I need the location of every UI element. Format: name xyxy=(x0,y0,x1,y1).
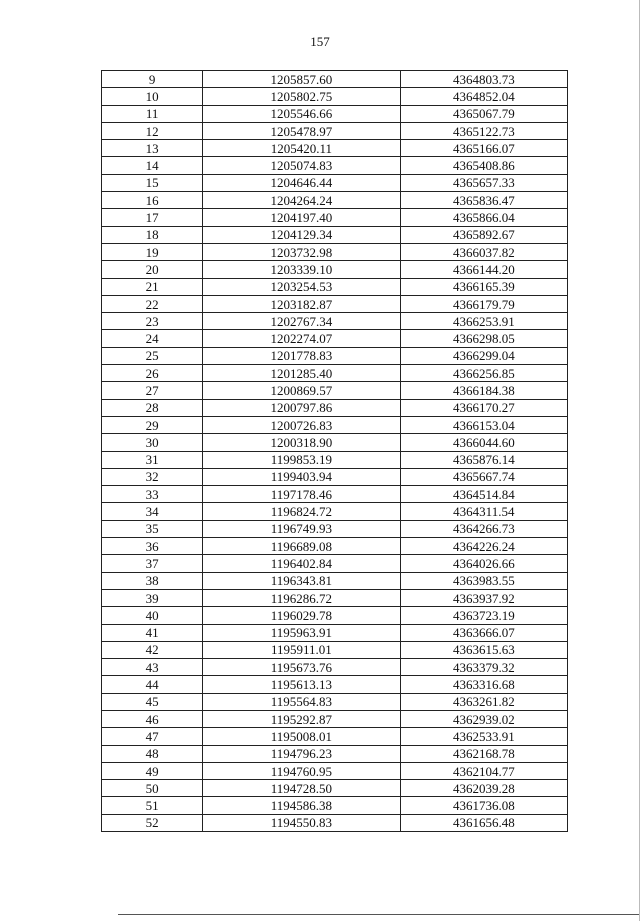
table-row xyxy=(102,745,568,762)
x-coordinate-cell: 1196029.78 xyxy=(203,607,400,624)
table-row xyxy=(102,365,568,382)
x-coordinate-cell: 1196286.72 xyxy=(203,589,400,606)
x-coordinate-cell: 1200318.90 xyxy=(203,434,400,451)
y-coordinate-cell: 4362533.91 xyxy=(400,728,567,745)
x-coordinate-cell: 1205420.11 xyxy=(203,140,400,157)
x-coordinate-cell: 1204264.24 xyxy=(203,192,400,209)
table-row xyxy=(102,105,568,122)
x-coordinate-cell: 1205802.75 xyxy=(203,88,400,105)
point-number-cell: 22 xyxy=(102,295,203,312)
table-row xyxy=(102,88,568,105)
y-coordinate-cell: 4366044.60 xyxy=(400,434,567,451)
table-row xyxy=(102,503,568,520)
table-row xyxy=(102,520,568,537)
point-number-cell: 12 xyxy=(102,122,203,139)
x-coordinate-cell: 1195911.01 xyxy=(203,641,400,658)
table-row xyxy=(102,486,568,503)
point-number-cell: 18 xyxy=(102,226,203,243)
point-number-cell: 17 xyxy=(102,209,203,226)
x-coordinate-cell: 1197178.46 xyxy=(203,486,400,503)
y-coordinate-cell: 4366253.91 xyxy=(400,313,567,330)
point-number-cell: 40 xyxy=(102,607,203,624)
point-number-cell: 44 xyxy=(102,676,203,693)
point-number-cell: 15 xyxy=(102,174,203,191)
point-number-cell: 21 xyxy=(102,278,203,295)
y-coordinate-cell: 4365122.73 xyxy=(400,122,567,139)
x-coordinate-cell: 1196689.08 xyxy=(203,538,400,555)
table-row xyxy=(102,676,568,693)
point-number-cell: 30 xyxy=(102,434,203,451)
table-row xyxy=(102,416,568,433)
point-number-cell: 32 xyxy=(102,468,203,485)
point-number-cell: 26 xyxy=(102,365,203,382)
x-coordinate-cell: 1199403.94 xyxy=(203,468,400,485)
table-row xyxy=(102,174,568,191)
y-coordinate-cell: 4363983.55 xyxy=(400,572,567,589)
y-coordinate-cell: 4362168.78 xyxy=(400,745,567,762)
table-row xyxy=(102,434,568,451)
point-number-cell: 9 xyxy=(102,71,203,88)
y-coordinate-cell: 4365876.14 xyxy=(400,451,567,468)
x-coordinate-cell: 1200726.83 xyxy=(203,416,400,433)
point-number-cell: 31 xyxy=(102,451,203,468)
x-coordinate-cell: 1196343.81 xyxy=(203,572,400,589)
x-coordinate-cell: 1205478.97 xyxy=(203,122,400,139)
x-coordinate-cell: 1205857.60 xyxy=(203,71,400,88)
table-row xyxy=(102,382,568,399)
point-number-cell: 16 xyxy=(102,192,203,209)
x-coordinate-cell: 1194550.83 xyxy=(203,814,400,831)
y-coordinate-cell: 4365067.79 xyxy=(400,105,567,122)
x-coordinate-cell: 1201285.40 xyxy=(203,365,400,382)
x-coordinate-cell: 1195008.01 xyxy=(203,728,400,745)
point-number-cell: 41 xyxy=(102,624,203,641)
x-coordinate-cell: 1195564.83 xyxy=(203,693,400,710)
table-row xyxy=(102,762,568,779)
table-row xyxy=(102,468,568,485)
y-coordinate-cell: 4365166.07 xyxy=(400,140,567,157)
table-row xyxy=(102,780,568,797)
point-number-cell: 13 xyxy=(102,140,203,157)
point-number-cell: 38 xyxy=(102,572,203,589)
table-row xyxy=(102,122,568,139)
y-coordinate-cell: 4365657.33 xyxy=(400,174,567,191)
point-number-cell: 19 xyxy=(102,243,203,260)
x-coordinate-cell: 1199853.19 xyxy=(203,451,400,468)
point-number-cell: 36 xyxy=(102,538,203,555)
x-coordinate-cell: 1201778.83 xyxy=(203,347,400,364)
x-coordinate-cell: 1195673.76 xyxy=(203,659,400,676)
y-coordinate-cell: 4362939.02 xyxy=(400,710,567,727)
table-row xyxy=(102,607,568,624)
point-number-cell: 51 xyxy=(102,797,203,814)
y-coordinate-cell: 4366299.04 xyxy=(400,347,567,364)
y-coordinate-cell: 4364266.73 xyxy=(400,520,567,537)
table-row xyxy=(102,243,568,260)
y-coordinate-cell: 4366037.82 xyxy=(400,243,567,260)
y-coordinate-cell: 4364026.66 xyxy=(400,555,567,572)
table-row xyxy=(102,399,568,416)
table-row xyxy=(102,589,568,606)
point-number-cell: 45 xyxy=(102,693,203,710)
point-number-cell: 28 xyxy=(102,399,203,416)
point-number-cell: 42 xyxy=(102,641,203,658)
point-number-cell: 35 xyxy=(102,520,203,537)
page-frame-bottom-line xyxy=(118,914,640,915)
y-coordinate-cell: 4365408.86 xyxy=(400,157,567,174)
x-coordinate-cell: 1203339.10 xyxy=(203,261,400,278)
table-row xyxy=(102,555,568,572)
y-coordinate-cell: 4363937.92 xyxy=(400,589,567,606)
point-number-cell: 29 xyxy=(102,416,203,433)
x-coordinate-cell: 1194728.50 xyxy=(203,780,400,797)
point-number-cell: 24 xyxy=(102,330,203,347)
table-row xyxy=(102,71,568,88)
y-coordinate-cell: 4363261.82 xyxy=(400,693,567,710)
table-row xyxy=(102,814,568,831)
table-row xyxy=(102,261,568,278)
table-row xyxy=(102,209,568,226)
table-row xyxy=(102,330,568,347)
x-coordinate-cell: 1195613.13 xyxy=(203,676,400,693)
table-row xyxy=(102,313,568,330)
y-coordinate-cell: 4363316.68 xyxy=(400,676,567,693)
table-row xyxy=(102,710,568,727)
table-row xyxy=(102,295,568,312)
x-coordinate-cell: 1202274.07 xyxy=(203,330,400,347)
x-coordinate-cell: 1200797.86 xyxy=(203,399,400,416)
point-number-cell: 27 xyxy=(102,382,203,399)
table-row xyxy=(102,624,568,641)
x-coordinate-cell: 1203254.53 xyxy=(203,278,400,295)
point-number-cell: 10 xyxy=(102,88,203,105)
y-coordinate-cell: 4366184.38 xyxy=(400,382,567,399)
table-row xyxy=(102,641,568,658)
y-coordinate-cell: 4365667.74 xyxy=(400,468,567,485)
y-coordinate-cell: 4366144.20 xyxy=(400,261,567,278)
y-coordinate-cell: 4363723.19 xyxy=(400,607,567,624)
x-coordinate-cell: 1205546.66 xyxy=(203,105,400,122)
y-coordinate-cell: 4362104.77 xyxy=(400,762,567,779)
y-coordinate-cell: 4366170.27 xyxy=(400,399,567,416)
x-coordinate-cell: 1200869.57 xyxy=(203,382,400,399)
table-row xyxy=(102,226,568,243)
y-coordinate-cell: 4362039.28 xyxy=(400,780,567,797)
point-number-cell: 50 xyxy=(102,780,203,797)
table-row xyxy=(102,347,568,364)
y-coordinate-cell: 4366153.04 xyxy=(400,416,567,433)
y-coordinate-cell: 4364226.24 xyxy=(400,538,567,555)
table-row xyxy=(102,728,568,745)
x-coordinate-cell: 1194760.95 xyxy=(203,762,400,779)
x-coordinate-cell: 1205074.83 xyxy=(203,157,400,174)
point-number-cell: 39 xyxy=(102,589,203,606)
point-number-cell: 14 xyxy=(102,157,203,174)
coordinate-table-body xyxy=(102,71,568,832)
x-coordinate-cell: 1204129.34 xyxy=(203,226,400,243)
y-coordinate-cell: 4364803.73 xyxy=(400,71,567,88)
point-number-cell: 25 xyxy=(102,347,203,364)
x-coordinate-cell: 1196402.84 xyxy=(203,555,400,572)
y-coordinate-cell: 4363666.07 xyxy=(400,624,567,641)
table-row xyxy=(102,693,568,710)
table-row xyxy=(102,157,568,174)
point-number-cell: 47 xyxy=(102,728,203,745)
page-number: 157 xyxy=(310,34,330,49)
y-coordinate-cell: 4365892.67 xyxy=(400,226,567,243)
table-row xyxy=(102,451,568,468)
point-number-cell: 11 xyxy=(102,105,203,122)
point-number-cell: 43 xyxy=(102,659,203,676)
point-number-cell: 23 xyxy=(102,313,203,330)
x-coordinate-cell: 1202767.34 xyxy=(203,313,400,330)
coordinate-table xyxy=(101,70,568,832)
y-coordinate-cell: 4364852.04 xyxy=(400,88,567,105)
x-coordinate-cell: 1203732.98 xyxy=(203,243,400,260)
y-coordinate-cell: 4364514.84 xyxy=(400,486,567,503)
x-coordinate-cell: 1194796.23 xyxy=(203,745,400,762)
y-coordinate-cell: 4366179.79 xyxy=(400,295,567,312)
point-number-cell: 34 xyxy=(102,503,203,520)
x-coordinate-cell: 1203182.87 xyxy=(203,295,400,312)
y-coordinate-cell: 4366165.39 xyxy=(400,278,567,295)
y-coordinate-cell: 4364311.54 xyxy=(400,503,567,520)
x-coordinate-cell: 1204197.40 xyxy=(203,209,400,226)
y-coordinate-cell: 4361736.08 xyxy=(400,797,567,814)
y-coordinate-cell: 4363615.63 xyxy=(400,641,567,658)
x-coordinate-cell: 1195963.91 xyxy=(203,624,400,641)
table-row xyxy=(102,538,568,555)
x-coordinate-cell: 1194586.38 xyxy=(203,797,400,814)
y-coordinate-cell: 4361656.48 xyxy=(400,814,567,831)
x-coordinate-cell: 1196824.72 xyxy=(203,503,400,520)
y-coordinate-cell: 4366298.05 xyxy=(400,330,567,347)
table-row xyxy=(102,572,568,589)
table-row xyxy=(102,140,568,157)
y-coordinate-cell: 4365866.04 xyxy=(400,209,567,226)
y-coordinate-cell: 4365836.47 xyxy=(400,192,567,209)
point-number-cell: 48 xyxy=(102,745,203,762)
point-number-cell: 52 xyxy=(102,814,203,831)
point-number-cell: 20 xyxy=(102,261,203,278)
x-coordinate-cell: 1195292.87 xyxy=(203,710,400,727)
point-number-cell: 33 xyxy=(102,486,203,503)
point-number-cell: 37 xyxy=(102,555,203,572)
x-coordinate-cell: 1196749.93 xyxy=(203,520,400,537)
x-coordinate-cell: 1204646.44 xyxy=(203,174,400,191)
table-row xyxy=(102,192,568,209)
point-number-cell: 46 xyxy=(102,710,203,727)
table-row xyxy=(102,659,568,676)
y-coordinate-cell: 4366256.85 xyxy=(400,365,567,382)
point-number-cell: 49 xyxy=(102,762,203,779)
table-row xyxy=(102,278,568,295)
table-row xyxy=(102,797,568,814)
y-coordinate-cell: 4363379.32 xyxy=(400,659,567,676)
